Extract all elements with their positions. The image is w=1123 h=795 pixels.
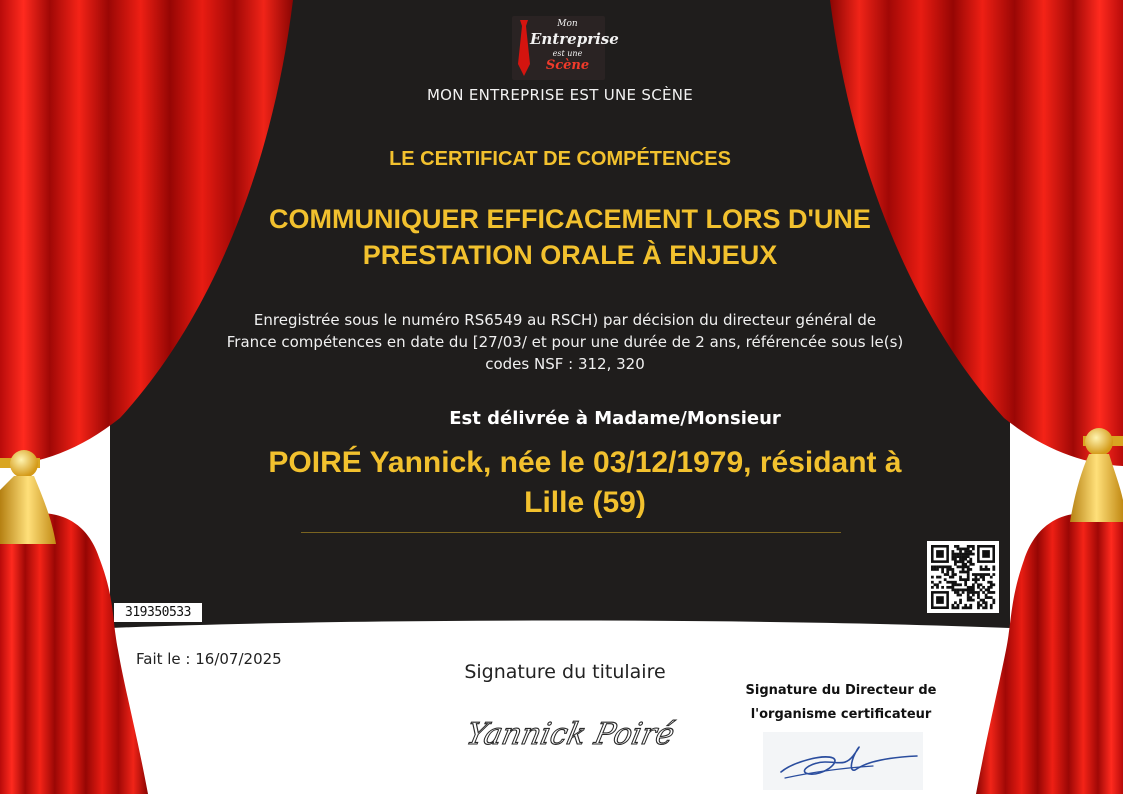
description-line-3: codes NSF : 312, 320 (485, 355, 645, 373)
brand-name: MON ENTREPRISE EST UNE SCÈNE (426, 86, 694, 104)
holder-details (230, 443, 940, 523)
issue-date: Fait le : 16/07/2025 (136, 650, 282, 668)
delivered-to-label: Est délivrée à Madame/Monsieur (449, 408, 781, 429)
director-label-line-2: l'organisme certificateur (750, 707, 932, 722)
logo-text-mon: Mon (557, 19, 578, 29)
title-line-2: PRESTATION ORALE À ENJEUX (362, 240, 778, 270)
certificate-title (200, 201, 940, 273)
qr-code-icon (927, 541, 999, 613)
director-signature (763, 732, 923, 790)
holder-signature (460, 708, 680, 756)
holder-line-2: Lille (59) (524, 486, 646, 519)
director-signature-scribble (763, 732, 923, 790)
certificate-number: 319350533 (114, 603, 202, 622)
logo-text-scene: Scène (545, 58, 590, 73)
logo-text-entreprise: Entreprise (530, 30, 619, 48)
logo-text-est-une: est une (552, 49, 583, 58)
divider-line (301, 532, 841, 533)
holder-signature-label: Signature du titulaire (464, 661, 666, 683)
holder-signature-text: Yannick Poiré (463, 717, 678, 752)
description-line-1: Enregistrée sous le numéro RS6549 au RSCH) par décision du directeur général de (253, 311, 877, 329)
holder-line-1: POIRÉ Yannick, née le 03/12/1979, résidant à (268, 446, 902, 479)
certificate-heading: LE CERTIFICAT DE COMPÉTENCES (389, 148, 731, 170)
director-label-line-1: Signature du Directeur de (745, 683, 937, 698)
registration-description (180, 309, 950, 375)
description-line-2: France compétences en date du [27/03/ et pour une durée de 2 ans, référencée sous le(s) (226, 333, 904, 351)
director-signature-label (726, 679, 956, 727)
title-line-1: COMMUNIQUER EFFICACEMENT LORS D'UNE (269, 204, 871, 234)
company-logo (512, 16, 619, 80)
